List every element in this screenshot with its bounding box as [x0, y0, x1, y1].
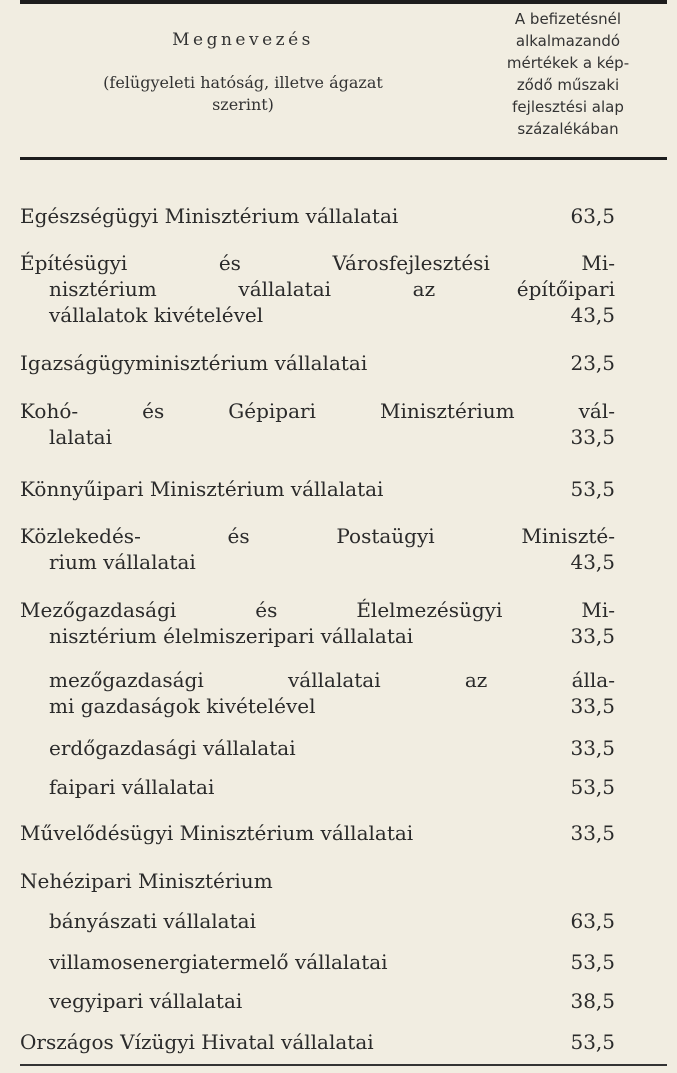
row-label: vegyipari vállalatai — [49, 989, 243, 1013]
row-value: 53,5 — [570, 775, 615, 799]
column-header-name — [28, 28, 458, 116]
header-line: ződő műszaki — [516, 76, 620, 94]
row-value: 63,5 — [570, 204, 615, 228]
table-row — [20, 908, 615, 934]
row-value: 53,5 — [570, 1030, 615, 1054]
row-value: 23,5 — [570, 351, 615, 375]
header-line: A befizetésnél — [514, 10, 622, 28]
table-row — [20, 523, 615, 575]
table-row — [20, 1029, 615, 1055]
column-subtitle-line: szerint) — [212, 95, 274, 114]
table-row — [20, 988, 615, 1014]
table-row — [20, 250, 615, 328]
row-label: mi gazdaságok kivételével — [49, 694, 316, 718]
row-value: 63,5 — [570, 909, 615, 933]
row-label: Kohó- és Gépipari Minisztérium vál- — [20, 399, 615, 423]
header-line: fejlesztési alap — [512, 98, 624, 116]
table-row — [20, 476, 615, 502]
row-value: 43,5 — [570, 550, 615, 574]
row-label: nisztérium élelmiszeripari vállalatai — [49, 624, 414, 648]
row-label: Mezőgazdasági és Élelmezésügyi Mi- — [20, 598, 615, 622]
table-row — [20, 949, 615, 975]
row-label: Igazságügyminisztérium vállalatai — [20, 351, 368, 375]
table-row — [20, 350, 615, 376]
row-value: 33,5 — [570, 821, 615, 845]
header-line: alkalmazandó — [515, 32, 621, 50]
row-value: 33,5 — [570, 736, 615, 760]
row-label: mezőgazdasági vállalatai az álla- — [49, 668, 615, 692]
row-label: bányászati vállalatai — [49, 909, 256, 933]
row-value: 33,5 — [570, 624, 615, 648]
column-title: Megnevezés — [172, 30, 314, 50]
row-value: 33,5 — [570, 425, 615, 449]
column-subtitle — [28, 72, 458, 116]
row-label: Országos Vízügyi Hivatal vállalatai — [20, 1030, 374, 1054]
row-value: 53,5 — [570, 477, 615, 501]
row-label: villamosenergiatermelő vállalatai — [49, 950, 388, 974]
column-subtitle-line: (felügyeleti hatóság, illetve ágazat — [103, 73, 383, 92]
table-row — [20, 868, 615, 894]
table-row — [20, 398, 615, 450]
row-value: 53,5 — [570, 950, 615, 974]
row-label: rium vállalatai — [49, 550, 196, 574]
row-label: nisztérium vállalatai az építőipari — [49, 277, 615, 301]
row-label: Művelődésügyi Minisztérium vállalatai — [20, 821, 414, 845]
row-label: Nehézipari Minisztérium — [20, 869, 273, 893]
row-value: 33,5 — [570, 694, 615, 718]
table-row — [20, 820, 615, 846]
table-row — [20, 203, 615, 229]
row-label: Közlekedés- és Postaügyi Miniszté- — [20, 524, 615, 548]
row-label: lalatai — [49, 425, 112, 449]
bottom-rule — [20, 1064, 667, 1066]
row-value: 43,5 — [570, 303, 615, 327]
table-row — [20, 667, 615, 719]
row-label: faipari vállalatai — [49, 775, 215, 799]
table-row — [20, 774, 615, 800]
table-row — [20, 735, 615, 761]
top-rule — [20, 0, 667, 4]
row-label: Egészségügyi Minisztérium vállalatai — [20, 204, 399, 228]
table-row — [20, 597, 615, 649]
row-label: Könnyűipari Minisztérium vállalatai — [20, 477, 384, 501]
header-line: mértékek a kép- — [506, 54, 630, 72]
row-value: 38,5 — [570, 989, 615, 1013]
row-label: vállalatok kivételével — [49, 303, 264, 327]
column-header-value — [462, 8, 674, 140]
row-label: erdőgazdasági vállalatai — [49, 736, 296, 760]
header-line: százalékában — [517, 120, 619, 138]
row-label: Építésügyi és Városfejlesztési Mi- — [20, 251, 615, 275]
header-rule — [20, 157, 667, 160]
